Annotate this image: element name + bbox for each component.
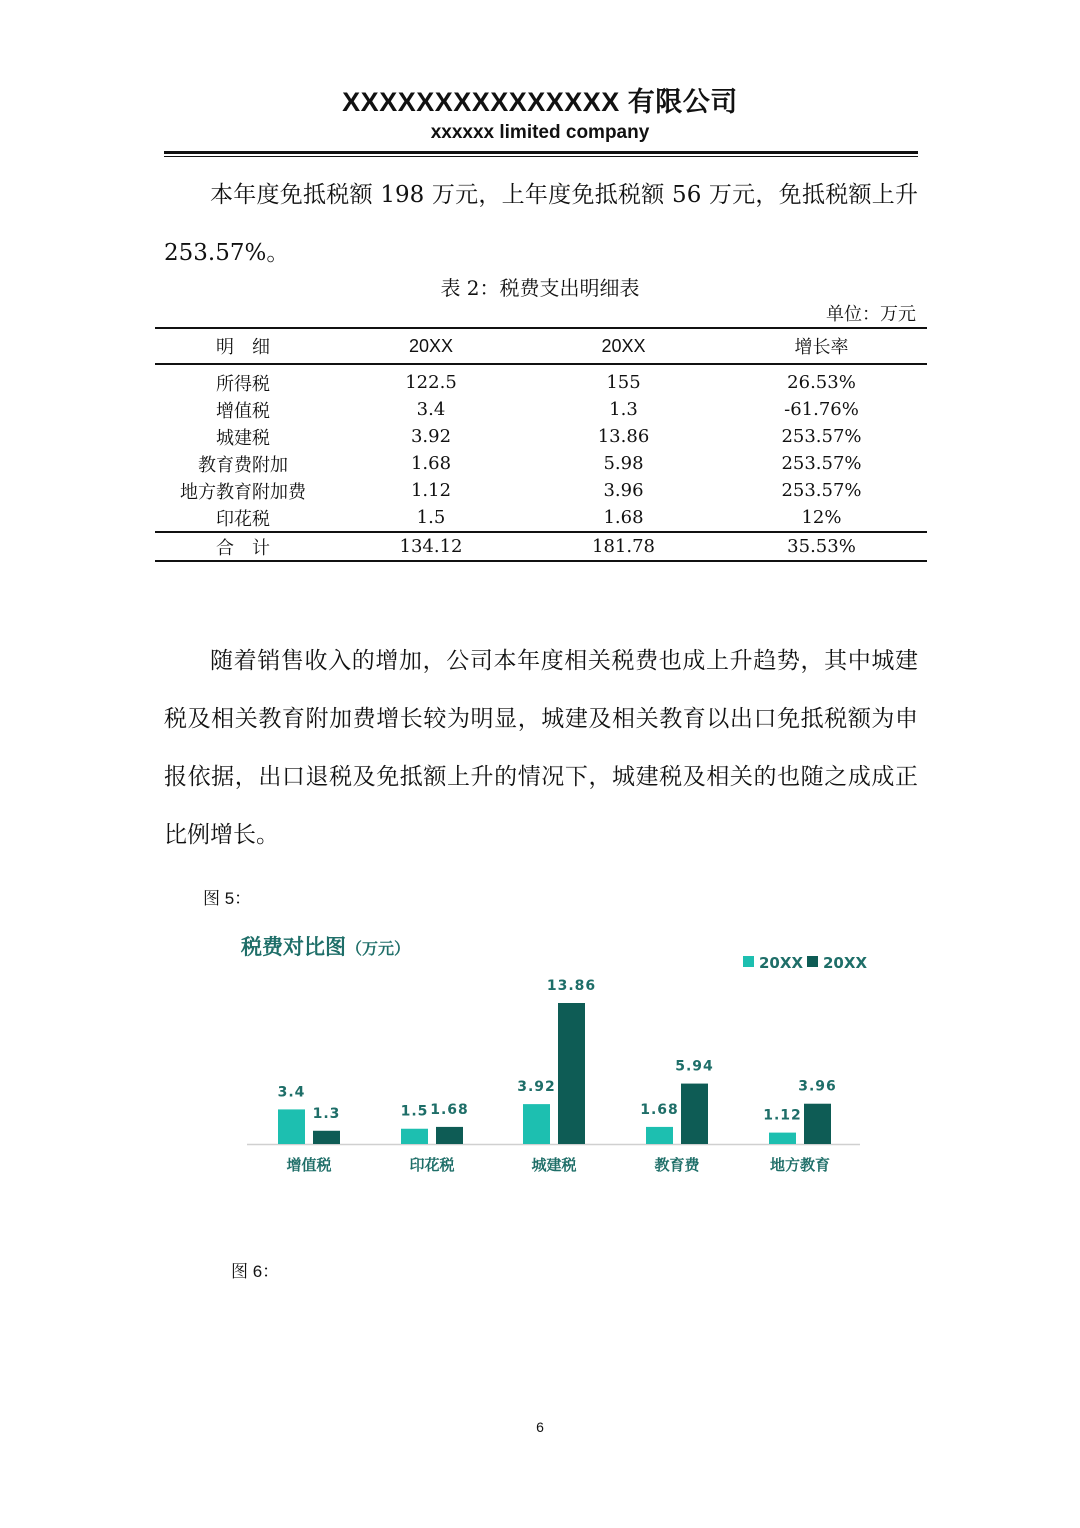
legend-label-2: 20XX xyxy=(823,954,868,972)
bar-series2-1 xyxy=(436,1127,463,1144)
data-label: 13.86 xyxy=(546,978,597,994)
data-label: 5.94 xyxy=(675,1058,714,1075)
data-label: 1.12 xyxy=(763,1107,802,1124)
row-item: 城建税 xyxy=(216,427,270,449)
row-year-1: 3.92 xyxy=(410,426,452,447)
total-year-2: 181.78 xyxy=(592,536,655,557)
row-item: 所得税 xyxy=(216,373,270,395)
row-growth: 253.57% xyxy=(781,426,862,447)
data-label: 3.4 xyxy=(277,1084,306,1101)
total-year-1: 134.12 xyxy=(399,536,463,557)
header-item: 明 细 xyxy=(216,337,270,358)
data-label: 1.5 xyxy=(400,1103,429,1120)
bar-series2-0 xyxy=(313,1131,340,1144)
bar-series2-2 xyxy=(558,1003,585,1144)
bar-series1-4 xyxy=(769,1133,796,1144)
category-label: 城建税 xyxy=(531,1156,577,1174)
data-label: 3.92 xyxy=(517,1079,556,1096)
header-growth: 增长率 xyxy=(794,337,849,358)
data-label: 1.3 xyxy=(312,1105,341,1122)
row-growth: 12% xyxy=(801,507,842,528)
figure-5-label: 图 5： xyxy=(203,889,252,908)
total-item: 合 计 xyxy=(216,537,270,559)
bar-series1-0 xyxy=(278,1109,305,1144)
row-year-2: 1.3 xyxy=(609,399,638,420)
data-label: 1.68 xyxy=(430,1101,469,1118)
legend-swatch-2 xyxy=(807,956,818,967)
row-growth: 26.53% xyxy=(787,372,856,393)
row-year-2: 155 xyxy=(606,372,641,393)
total-growth: 35.53% xyxy=(787,536,856,557)
figure-6-label: 图 6： xyxy=(231,1262,280,1281)
row-year-1: 1.5 xyxy=(416,507,446,528)
legend-label-1: 20XX xyxy=(759,954,804,972)
row-growth: -61.76% xyxy=(784,399,859,420)
row-growth: 253.57% xyxy=(781,480,862,501)
row-item: 增值税 xyxy=(216,400,270,422)
bar-series2-4 xyxy=(804,1104,831,1144)
row-item: 地方教育附加费 xyxy=(180,481,306,503)
row-growth: 253.57% xyxy=(781,453,862,474)
bar-series1-3 xyxy=(646,1127,673,1144)
paragraph-exemption: 本年度免抵税额 198 万元，上年度免抵税额 56 万元，免抵税额上升 253.57%。 xyxy=(164,182,918,266)
table-unit: 单位：万元 xyxy=(826,304,916,325)
table-caption: 表 2：税费支出明细表 xyxy=(440,276,640,300)
row-year-2: 3.96 xyxy=(603,480,644,501)
row-year-2: 1.68 xyxy=(603,507,644,528)
row-year-2: 13.86 xyxy=(597,426,650,447)
paragraph-analysis: 随着销售收入的增加，公司本年度相关税费也成上升趋势，其中城建税及相关教育附加费增长较为明显，城建及相关教育以出口免抵税额为申报依据，出口退税及免抵额上升的情况下，城建税及相关的也随之成成正比例增长。 xyxy=(164,648,918,848)
row-item: 印花税 xyxy=(216,508,270,530)
legend-swatch-1 xyxy=(743,956,754,967)
category-label: 增值税 xyxy=(286,1156,332,1174)
company-name-cn: XXXXXXXXXXXXXXX 有限公司 xyxy=(342,87,738,117)
header-year-2: 20XX xyxy=(601,335,646,356)
data-label: 1.68 xyxy=(640,1101,679,1118)
row-year-2: 5.98 xyxy=(603,453,644,474)
page-number: 6 xyxy=(536,1419,544,1435)
category-label: 印花税 xyxy=(409,1156,455,1174)
header-year-1: 20XX xyxy=(408,335,454,356)
bar-series2-3 xyxy=(681,1084,708,1144)
row-year-1: 1.12 xyxy=(410,480,452,501)
company-name-en: xxxxxx limited company xyxy=(430,122,650,143)
data-label: 3.96 xyxy=(798,1078,837,1095)
category-label: 教育费 xyxy=(654,1156,700,1174)
chart-title-text: 税费对比图 xyxy=(241,935,346,959)
row-year-1: 1.68 xyxy=(410,453,452,474)
row-year-1: 122.5 xyxy=(405,372,457,393)
row-year-1: 3.4 xyxy=(416,399,446,420)
bar-series1-2 xyxy=(523,1104,550,1144)
bar-series1-1 xyxy=(401,1129,428,1144)
chart-title-unit: （万元） xyxy=(346,939,411,958)
row-item: 教育费附加 xyxy=(198,454,288,476)
category-label: 地方教育 xyxy=(769,1156,831,1174)
